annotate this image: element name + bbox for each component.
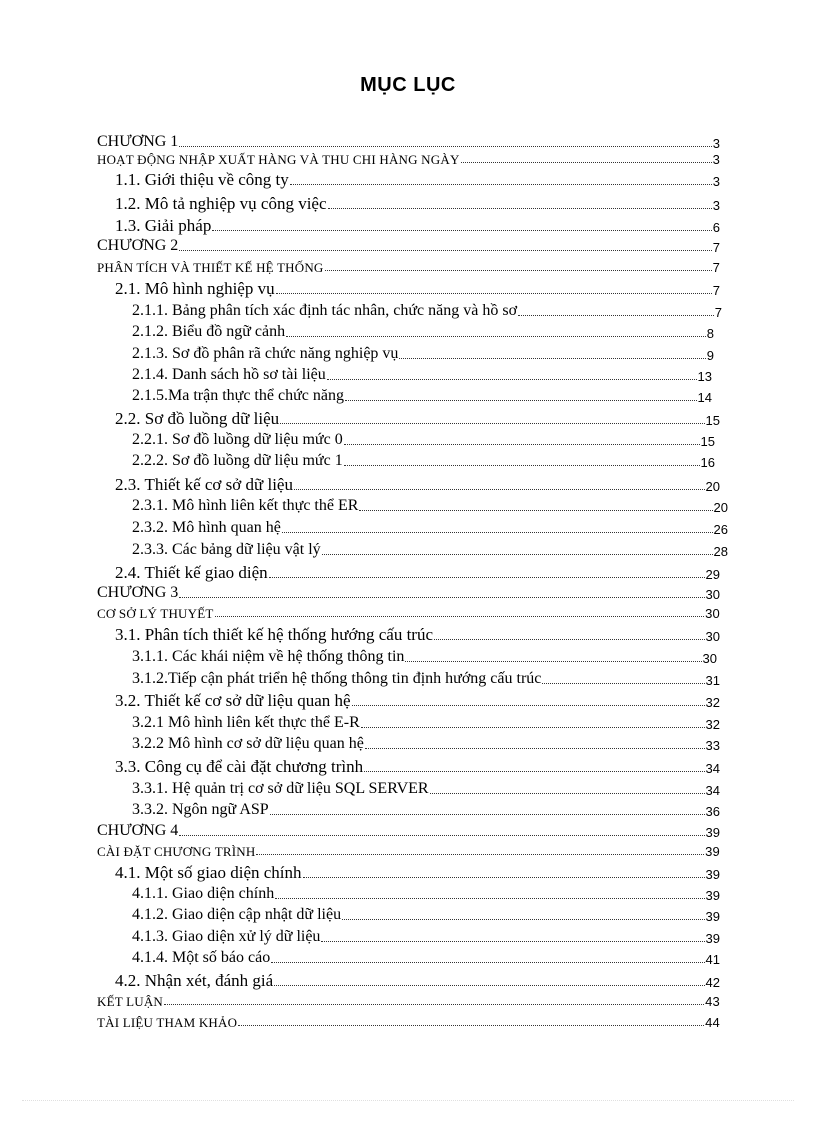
toc-entry[interactable] (132, 364, 712, 383)
toc-entry-title: 4.1.4. Một số báo cáo (132, 949, 271, 966)
toc-page-number: 44 (705, 1015, 720, 1030)
toc-page-number: 36 (705, 804, 720, 819)
toc-entry-title: 2.3.2. Mô hình quan hệ (132, 519, 281, 536)
toc-entry[interactable] (97, 131, 720, 150)
toc-page-number: 33 (705, 738, 720, 753)
toc-entry-title: 2.1.2. Biểu đồ ngữ cảnh (132, 323, 286, 340)
toc-dot-leader (325, 269, 712, 271)
toc-page-number: 20 (713, 500, 728, 515)
toc-dot-leader (359, 509, 712, 511)
toc-entry[interactable] (132, 799, 720, 818)
toc-entry[interactable] (97, 258, 720, 274)
toc-entry-title: 1.1. Giới thiệu về công ty (115, 170, 289, 189)
toc-dot-leader (542, 682, 704, 684)
toc-entry-title: 4.2. Nhận xét, đánh giá (115, 971, 274, 990)
toc-page-number: 7 (712, 283, 720, 298)
toc-page-number: 39 (705, 931, 720, 946)
toc-page-number: 42 (705, 975, 720, 990)
toc-entry-title: 2.3.1. Mô hình liên kết thực thể ER (132, 497, 359, 514)
toc-dot-leader (322, 553, 713, 555)
toc-dot-leader (461, 161, 712, 163)
toc-entry-title: 3.3.1. Hệ quản trị cơ sở dữ liệu SQL SERVER (132, 780, 429, 797)
toc-page-number: 39 (705, 888, 720, 903)
toc-dot-leader (361, 726, 705, 728)
toc-page-number: 39 (705, 844, 720, 859)
toc-entry-title: 3.2.1 Mô hình liên kết thực thể E-R (132, 714, 360, 731)
toc-dot-leader (215, 615, 705, 617)
toc-entry-title: 2.1. Mô hình nghiệp vụ (115, 279, 275, 298)
toc-entry[interactable] (115, 969, 720, 989)
toc-dot-leader (303, 876, 705, 878)
toc-entry-title: CHƯƠNG 4 (97, 822, 179, 839)
toc-entry[interactable] (115, 623, 720, 643)
toc-dot-leader (275, 897, 704, 899)
toc-dot-leader (344, 464, 700, 466)
toc-page-number: 31 (705, 673, 720, 688)
toc-entry-title: HOẠT ĐỘNG NHẬP XUẤT HÀNG VÀ THU CHI HÀNG NGÀY (97, 152, 460, 167)
toc-entry[interactable] (132, 947, 720, 966)
toc-dot-leader (364, 770, 704, 772)
toc-entry[interactable] (97, 582, 720, 601)
toc-dot-leader (286, 335, 706, 337)
toc-entry[interactable] (97, 150, 720, 166)
toc-page-number: 15 (705, 413, 720, 428)
toc-dot-leader (179, 145, 711, 147)
toc-dot-leader (327, 378, 697, 380)
toc-entry-title: 2.3. Thiết kế cơ sở dữ liệu (115, 475, 293, 494)
toc-page-number: 39 (705, 909, 720, 924)
toc-dot-leader (179, 596, 704, 598)
toc-entry[interactable] (132, 429, 715, 448)
toc-entry-title: 2.2. Sơ đồ luồng dữ liệu (115, 409, 280, 428)
toc-entry-title: 3.2. Thiết kế cơ sở dữ liệu quan hệ (115, 691, 351, 710)
toc-entry[interactable] (97, 1013, 720, 1029)
toc-page-number: 7 (712, 240, 720, 255)
toc-entry-title: CHƯƠNG 3 (97, 584, 179, 601)
toc-entry[interactable] (132, 646, 717, 665)
toc-dot-leader (271, 961, 704, 963)
toc-entry-title: 2.4. Thiết kế giao diện (115, 563, 268, 582)
toc-entry-title: 2.1.5.Ma trận thực thể chức năng (132, 387, 344, 404)
toc-entry[interactable] (115, 168, 720, 188)
toc-entry-title: CHƯƠNG 2 (97, 237, 179, 254)
toc-dot-leader (518, 314, 714, 316)
toc-page-number: 6 (712, 220, 720, 235)
toc-entry-title: 3.3. Công cụ để cài đặt chương trình (115, 757, 364, 776)
toc-page-number: 3 (712, 174, 720, 189)
toc-page-number: 34 (705, 783, 720, 798)
toc-dot-leader (344, 443, 700, 445)
toc-entry[interactable] (97, 820, 720, 839)
toc-entry-title: TÀI LIỆU THAM KHẢO (97, 1015, 238, 1030)
toc-dot-leader (256, 853, 704, 855)
toc-entry[interactable] (97, 842, 720, 858)
toc-dot-leader (345, 399, 697, 401)
toc-dot-leader (365, 747, 705, 749)
toc-entry[interactable] (132, 668, 720, 687)
toc-page-number: 39 (705, 867, 720, 882)
toc-entry[interactable] (132, 778, 720, 797)
toc-dot-leader (342, 918, 704, 920)
toc-page-number: 20 (705, 479, 720, 494)
toc-page-number: 28 (713, 544, 728, 559)
toc-entry[interactable] (132, 495, 728, 514)
toc-entry-title: 2.2.1. Sơ đồ luồng dữ liệu mức 0 (132, 431, 343, 448)
toc-entry[interactable] (132, 733, 720, 752)
toc-entry-title: 3.3.2. Ngôn ngữ ASP (132, 801, 269, 818)
toc-dot-leader (276, 292, 712, 294)
toc-entry-title: CƠ SỞ LÝ THUYẾT (97, 606, 214, 621)
toc-dot-leader (282, 531, 713, 533)
toc-page-number: 16 (700, 455, 715, 470)
toc-page-number: 34 (705, 761, 720, 776)
toc-page-number: 3 (712, 198, 720, 213)
toc-page-number: 29 (705, 567, 720, 582)
toc-page-number: 7 (714, 305, 722, 320)
toc-entry-title: 2.1.1. Bảng phân tích xác định tác nhân, chức năng và hồ sơ (132, 302, 518, 319)
toc-entry-title: 2.1.3. Sơ đồ phân rã chức năng nghiệp vụ (132, 345, 399, 362)
toc-dot-leader (290, 183, 712, 185)
toc-page-number: 30 (705, 629, 720, 644)
toc-entry[interactable] (132, 343, 714, 362)
toc-page-number: 30 (702, 651, 717, 666)
page-title: MỤC LỤC (360, 74, 456, 96)
toc-dot-leader (399, 357, 705, 359)
toc-entry-title: 4.1.2. Giao diện cập nhật dữ liệu (132, 906, 342, 923)
toc-entry[interactable] (97, 992, 720, 1008)
toc-page-number: 32 (705, 695, 720, 710)
toc-entry-title: 3.1. Phân tích thiết kế hệ thống hướng cấu trúc (115, 625, 433, 644)
toc-dot-leader (280, 422, 704, 424)
toc-entry-title: 4.1. Một số giao diện chính (115, 863, 302, 882)
toc-page-number: 26 (713, 522, 728, 537)
toc-dot-leader (274, 984, 704, 986)
toc-entry[interactable] (97, 235, 720, 254)
toc-entry-title: 4.1.3. Giao diện xử lý dữ liệu (132, 928, 321, 945)
toc-entry-title: 4.1.1. Giao diện chính (132, 885, 275, 902)
toc-entry[interactable] (132, 904, 720, 923)
toc-page-number: 41 (705, 952, 720, 967)
toc-entry[interactable] (132, 517, 728, 536)
toc-dot-leader (328, 207, 712, 209)
toc-page-number: 43 (705, 994, 720, 1009)
toc-entry[interactable] (132, 712, 720, 731)
page-bottom-divider (22, 1100, 794, 1101)
toc-entry-title: CHƯƠNG 1 (97, 133, 179, 150)
toc-entry[interactable] (132, 385, 712, 404)
toc-entry[interactable] (132, 926, 720, 945)
toc-entry-title: 3.1.1. Các khái niệm về hệ thống thông tin (132, 648, 405, 665)
toc-entry[interactable] (132, 300, 722, 319)
toc-entry-title: CÀI ĐẶT CHƯƠNG TRÌNH (97, 844, 256, 859)
toc-entry[interactable] (115, 561, 720, 581)
toc-page-number: 9 (706, 348, 714, 363)
toc-dot-leader (238, 1024, 704, 1026)
toc-entry[interactable] (115, 192, 720, 212)
toc-entry-title: PHÂN TÍCH VÀ THIẾT KẾ HỆ THỐNG (97, 260, 324, 275)
toc-entry-title: 2.2.2. Sơ đồ luồng dữ liệu mức 1 (132, 452, 343, 469)
toc-page-number: 32 (705, 717, 720, 732)
toc-entry[interactable] (115, 473, 720, 493)
toc-dot-leader (294, 488, 705, 490)
toc-entry-title: 3.1.2.Tiếp cận phát triển hệ thống thông tin định hướng cấu trúc (132, 670, 542, 687)
toc-entry-title: 2.1.4. Danh sách hồ sơ tài liệu (132, 366, 326, 383)
toc-dot-leader (179, 249, 711, 251)
toc-entry-title: 1.2. Mô tả nghiệp vụ công việc (115, 194, 327, 213)
toc-page-number: 30 (705, 587, 720, 602)
toc-dot-leader (434, 638, 705, 640)
toc-page-number: 8 (706, 326, 714, 341)
toc-dot-leader (212, 229, 711, 231)
toc-entry[interactable] (132, 321, 714, 340)
toc-dot-leader (430, 792, 705, 794)
toc-entry[interactable] (132, 883, 720, 902)
toc-entry[interactable] (115, 407, 720, 427)
toc-entry[interactable] (115, 277, 720, 297)
toc-entry-title: 2.3.3. Các bảng dữ liệu vật lý (132, 541, 321, 558)
toc-page-number: 14 (697, 390, 712, 405)
toc-dot-leader (321, 940, 704, 942)
toc-entry[interactable] (115, 861, 720, 881)
toc-page-number: 7 (712, 260, 720, 275)
toc-dot-leader (269, 576, 705, 578)
toc-page-number: 30 (705, 606, 720, 621)
toc-page-number: 3 (712, 136, 720, 151)
toc-entry[interactable] (115, 755, 720, 775)
toc-dot-leader (164, 1003, 704, 1005)
toc-entry[interactable] (115, 214, 720, 234)
toc-entry[interactable] (132, 450, 715, 469)
toc-dot-leader (352, 704, 705, 706)
toc-entry-title: 1.3. Giải pháp (115, 216, 212, 235)
toc-entry-title: KẾT LUẬN (97, 994, 163, 1009)
toc-dot-leader (179, 834, 704, 836)
toc-page-number: 3 (712, 152, 720, 167)
toc-page-number: 39 (705, 825, 720, 840)
toc-page-number: 13 (697, 369, 712, 384)
toc-entry[interactable] (115, 689, 720, 709)
toc-page-number: 15 (700, 434, 715, 449)
toc-entry[interactable] (97, 604, 720, 620)
toc-dot-leader (405, 660, 701, 662)
toc-entry-title: 3.2.2 Mô hình cơ sở dữ liệu quan hệ (132, 735, 364, 752)
toc-dot-leader (270, 813, 705, 815)
toc-entry[interactable] (132, 539, 728, 558)
